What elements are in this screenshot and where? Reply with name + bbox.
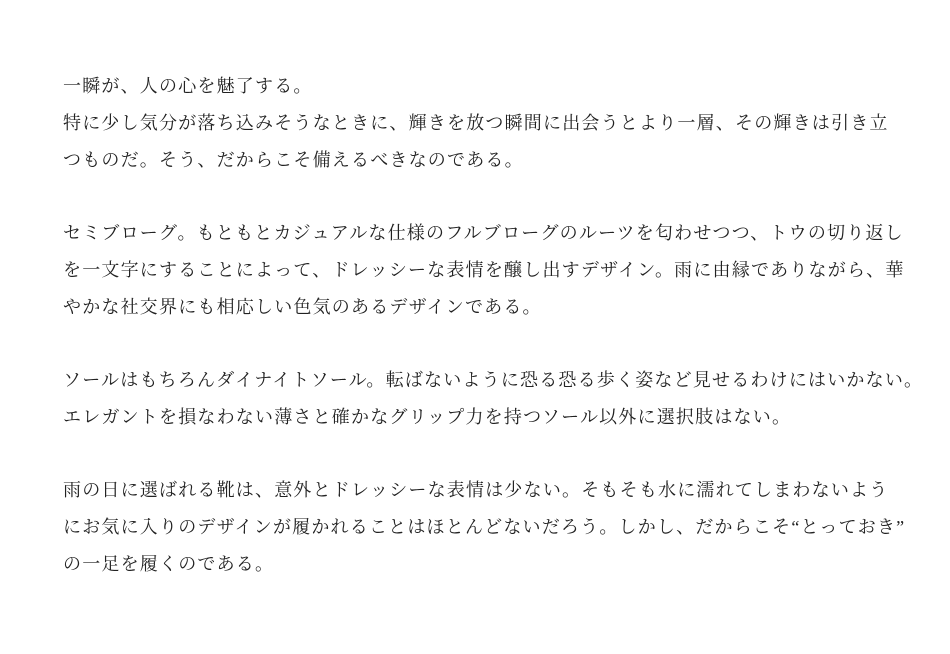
paragraph-intro bbox=[63, 68, 895, 179]
text-line: セミブローグ。もともとカジュアルな仕様のフルブローグのルーツを匂わせつつ、トウの切り返し bbox=[63, 223, 904, 243]
paragraph-semi-brogue bbox=[63, 215, 905, 326]
text-line: 特に少し気分が落ち込みそうなときに、輝きを放つ瞬間に出会うとより一層、その輝きは引き立 bbox=[63, 113, 889, 133]
paragraph-sole bbox=[63, 362, 924, 436]
text-line: やかな社交界にも相応しい色気のあるデザインである。 bbox=[63, 297, 542, 317]
text-line: にお気に入りのデザインが履かれることはほとんどないだろう。しかし、だからこそ“とっておき” bbox=[63, 517, 906, 537]
text-line: 雨の日に選ばれる靴は、意外とドレッシーな表情は少ない。そもそも水に濡れてしまわないよう bbox=[63, 480, 889, 500]
text-line: ソールはもちろんダイナイトソール。転ばないように恐る恐る歩く姿など見せるわけにはいかない。 bbox=[63, 370, 924, 390]
paragraph-rainy-day bbox=[63, 472, 906, 583]
text-line: つものだ。そう、だからこそ備えるべきなのである。 bbox=[63, 150, 524, 170]
text-line: の一足を履くのである。 bbox=[63, 554, 275, 574]
text-line: 一瞬が、人の心を魅了する。 bbox=[63, 76, 313, 96]
article-text-block bbox=[63, 68, 924, 583]
text-line: を一文字にすることによって、ドレッシーな表情を醸し出すデザイン。雨に由縁でありながら、華 bbox=[63, 260, 905, 280]
text-line: エレガントを損なわない薄さと確かなグリップ力を持つソール以外に選択肢はない。 bbox=[63, 407, 792, 427]
